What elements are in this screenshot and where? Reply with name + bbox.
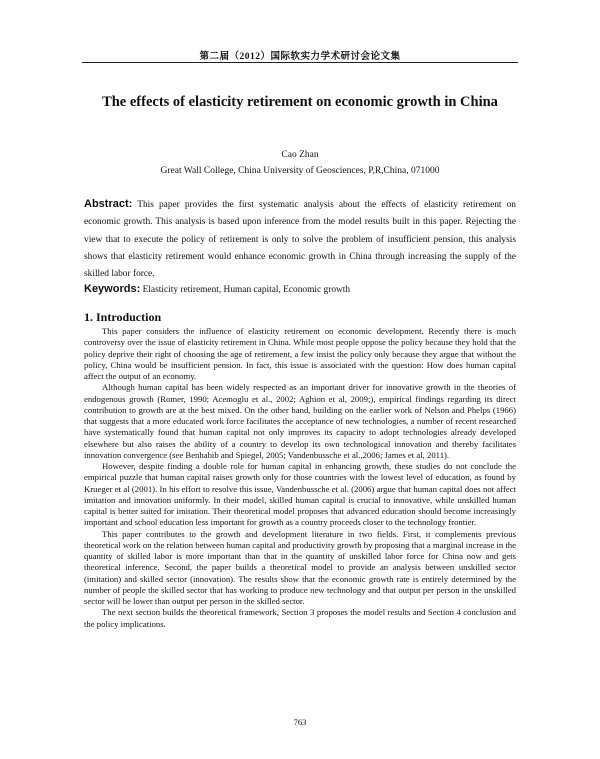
running-head: 第二届（2012）国际软实力学术研讨会论文集: [199, 52, 401, 62]
body-paragraph: The next section builds the theoretical framework, Section 3 proposes the model results and Section 4 conclusion and the policy implications.: [84, 607, 516, 629]
page-number: 763: [293, 717, 307, 727]
keywords-text: Elasticity retirement, Human capital, Economic growth: [142, 285, 351, 295]
paper-title: The effects of elasticity retirement on economic growth in China: [102, 94, 498, 110]
header-rule: [82, 62, 518, 63]
abstract-label: Abstract:: [84, 198, 133, 210]
abstract-block: [84, 196, 516, 283]
author-name: Cao Zhan: [281, 150, 319, 160]
section-body: [84, 326, 516, 630]
body-paragraph: Although human capital has been widely respected as an important driver for innovative growth in the theories of endogenous growth (Romer, 1990; Acemoglu et al., 2002; Aghion et al, 2009;), empirical findings regarding its direct contribution to growth are at the best mixed. On the other hand, building on the earlier work of Nelson and Phelps (1966) that suggests that a more educated work force facilitates the acceptance of new technologies, a number of recent researched have systematically found that human capital not only improves its capacity to adopt technologies already developed elsewhere but also raises the ability of a country to develop its own technological innovation and thereby facilitates innovation convergence (see Benhabib and Spiegel, 2005; Vandenbussche et al.,2006; James et al, 2011).: [84, 382, 516, 460]
keywords-label: Keywords:: [84, 283, 141, 295]
body-paragraph: However, despite finding a double role for human capital in enhancing growth, these studies do not conclude the empirical puzzle that human capital raises growth only for those countries with the lowest level of education, as found by Krueger et al (2001). In his effort to resolve this issue, Vandenbussche et al. (2006) argue that human capital does not affect imitation and innovation uniformly. In their model, skilled human capital is crucial to innovative, while unskilled human capital is better suited for imitation. Their theoretical model proposes that advanced education should become increasingly important and school education less important for growth as a country proceeds closer to the technology frontier.: [84, 461, 516, 528]
body-paragraph: This paper contributes to the growth and development literature in two fields. First, it complements previous theoretical work on the relation between human capital and productivity growth by proposing that a marginal increase in the quantity of skilled labor is more important than that in the quantity of unskilled labor force for China now and gets theoretical inference. Second, the paper builds a theoretical model to provide an analysis between unskilled sector (imitation) and skilled sector (innovation). The results show that the economic growth rate is entirely determined by the number of people the skilled sector that has working to produce new technology and that output per person in the unskilled sector will be lower than output per person in the skilled sector.: [84, 528, 516, 606]
abstract-text: This paper provides the first systematic analysis about the effects of elasticity retirement on economic growth. This analysis is based upon inference from the model results built in this paper. Rejecting the view that to execute the policy of retirement is only to solve the problem of insufficient pension, this analysis shows that elasticity retirement would enhance economic growth in China through increasing the supply of the skilled labor force.: [84, 200, 516, 280]
author-affiliation: Great Wall College, China University of Geosciences, P,R,China, 071000: [160, 166, 440, 176]
section-heading: 1. Introduction: [84, 310, 162, 324]
body-paragraph: This paper considers the influence of elasticity retirement on economic development. Recently there is much controversy over the issue of elasticity retirement in China. While most people oppose the policy because they hold that the policy deprive their right of choosing the age of retirement, a few insist the policy only because they argue that without the policy, China would be insufficient pension. In fact, this issue is associated with the question: How does human capital affect the output of an economy.: [84, 326, 516, 381]
keywords-block: [84, 283, 516, 295]
